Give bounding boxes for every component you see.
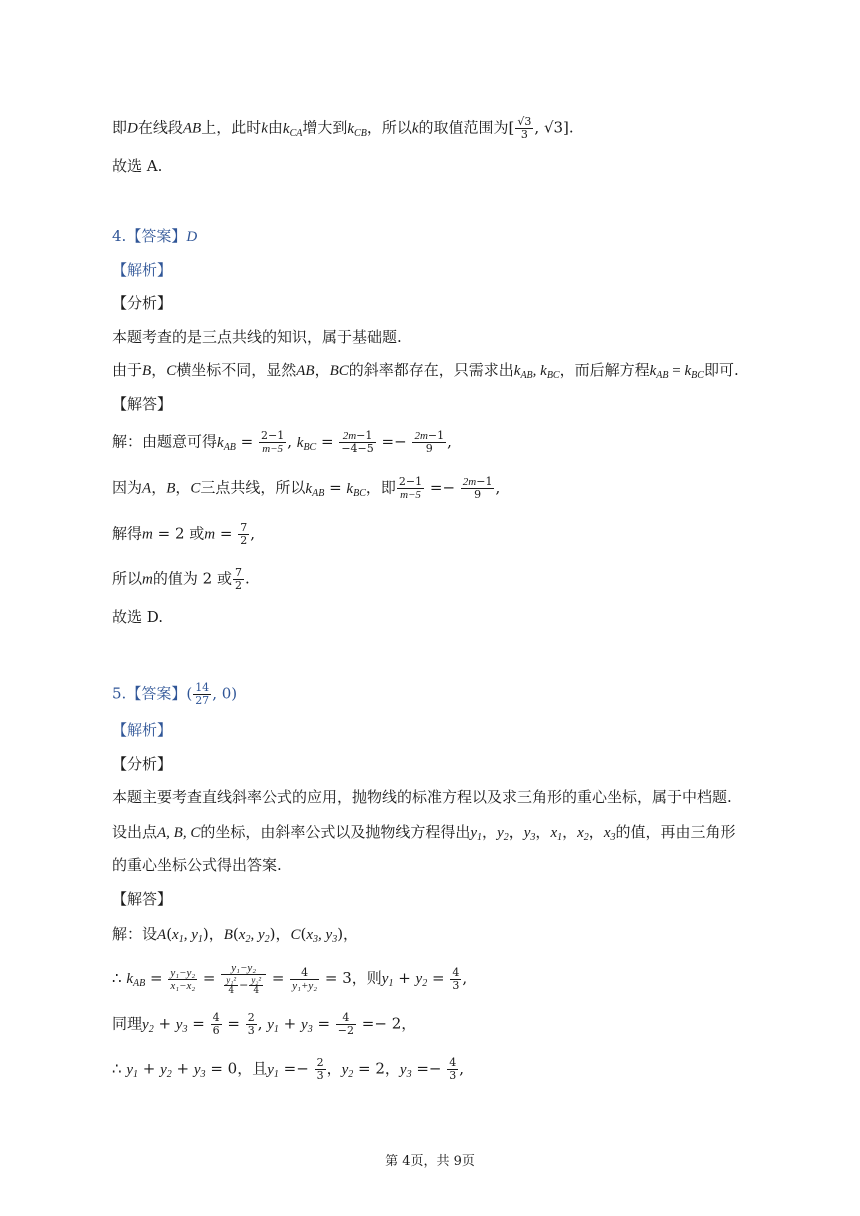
q4-jieda: 【解答】 xyxy=(112,395,173,413)
q4-choice: 故选 D. xyxy=(112,608,164,626)
q4-sol3: 解得m = 2 或m = $\frac{7}{2}$ , xyxy=(112,521,256,547)
q5-sol1: 解：设$A(x_1$, $y_1$)，$B(x_2$, $y_2$)，$C(x_3$, $y_3$)， xyxy=(112,925,359,945)
q4-fenxi: 【分析】 xyxy=(112,294,173,312)
q4-sol1: 解：由题意可得$k_{AB}$ = $\frac{2-1}{m-5}$ , $k_{BC}$ = $\frac{2m-1}{-4-5}$ =− $\frac{2m-1}{9}$ , xyxy=(112,429,452,455)
q4-jiexi: 【解析】 xyxy=(112,261,173,279)
q5-heading: 5.【答案】( $\frac{14}{27}$ , 0) xyxy=(112,681,238,707)
q3-choice: 故选 A. xyxy=(112,157,163,175)
q5-fenxi: 【分析】 xyxy=(112,755,173,773)
q3-range-line: 即D在线段AB上，此时k由$k_{CA}$增大到$k_{CB}$，所以k的取值范围为[ $\frac{√3}{3}$ , √3]. xyxy=(112,115,574,141)
q4-sol4: 所以m的值为 2 或 $\frac{7}{2}$ . xyxy=(112,566,250,592)
q5-jieda: 【解答】 xyxy=(112,890,173,908)
q5-sol2: ∴ $k_{AB}$ = $\frac{\text{y₁−y₂}}{\text{x₁−x₂}}$ = y₁−y₂ $\frac{\text{y₁²}}{4}$ − $\frac{\text{y₂²}}{4}$ = $\frac{4}{\text{y₁+y₂}}$ = 3，则$y_1 + y_2$ = $\frac{4}{3}$ , xyxy=(112,962,468,996)
q5-desc3: 的重心坐标公式得出答案. xyxy=(112,856,282,874)
q4-heading: 4.【答案】D xyxy=(112,227,198,245)
q5-desc1: 本题主要考查直线斜率公式的应用，抛物线的标准方程以及求三角形的重心坐标，属于中档题. xyxy=(112,788,732,806)
q5-desc2: 设出点A, B, C的坐标，由斜率公式以及抛物线方程得出$y_1$，$y_2$，$y_3$，$x_1$，$x_2$，$x_3$的值，再由三角形 xyxy=(112,823,736,843)
q5-sol4: ∴ $y_1 + y_2 + y_3 = 0$，且$y_1$ =− $\frac{2}{3}$ ，$y_2 = 2$，$y_3$ =− $\frac{4}{3}$ , xyxy=(112,1056,465,1082)
q5-jiexi: 【解析】 xyxy=(112,721,173,739)
q4-sol2: 因为A，B，C三点共线，所以$k_{AB} = k_{BC}$，即 $\frac{2-1}{m-5}$ =− $\frac{2m-1}{9}$ , xyxy=(112,475,501,501)
q5-sol3: 同理$y_2 + y_3$ = $\frac{4}{6}$ = $\frac{2}{3}$ , $y_1 + y_3$ = $\frac{4}{-2}$ =− 2， xyxy=(112,1011,417,1037)
q4-desc1: 本题考查的是三点共线的知识，属于基础题. xyxy=(112,328,402,346)
page-footer: 第 4页，共 9页 xyxy=(385,1154,475,1169)
q4-desc2: 由于B，C横坐标不同，显然AB，BC的斜率都存在，只需求出$k_{AB}$, $k_{BC}$，而后解方程$k_{AB} = k_{BC}$即可. xyxy=(112,361,739,381)
